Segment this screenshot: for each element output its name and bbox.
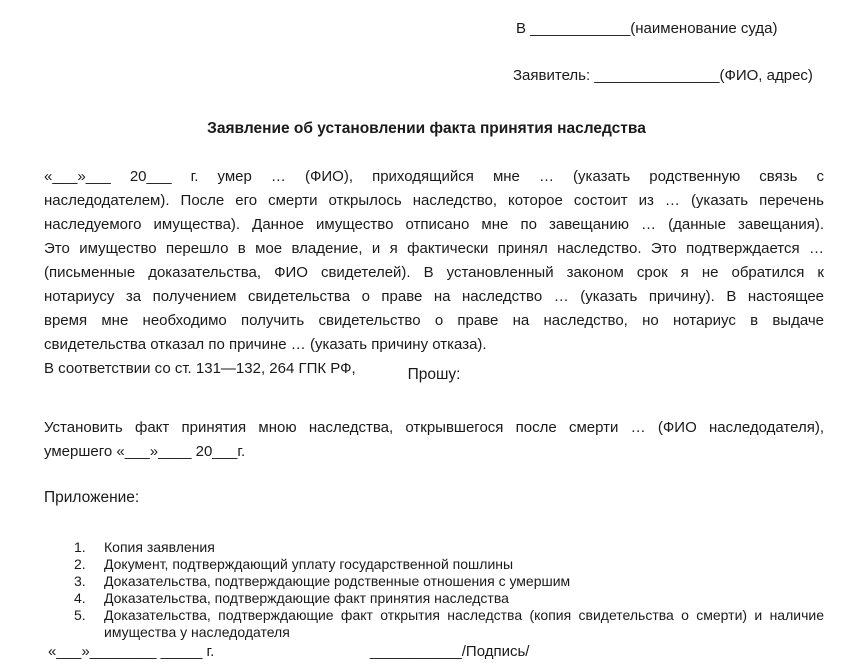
signature-line: ___________/Подпись/ [370, 643, 530, 660]
list-item-text: Доказательства, подтверждающие родственные отношения с умершим [104, 573, 571, 589]
statement-line: свидетельства отказал по причине … (указать причину отказа). [44, 336, 487, 353]
document-title: Заявление об установлении факта принятия наследства [207, 120, 646, 137]
list-item-number: 1. [74, 539, 86, 555]
statement-line: (письменные доказательства, ФИО свидетелей). В установленный законом срок я не обратился к [44, 264, 824, 281]
attachments-heading: Приложение: [44, 489, 140, 506]
statement-line: наследодателем). После его смерти открылось наследство, которое состоит из … (указать перечень [44, 192, 824, 209]
statement-line: «___»___ 20___ г. умер … (ФИО), приходящийся мне … (указать родственную связь с [44, 168, 824, 185]
list-item-text: Копия заявления [104, 539, 215, 555]
request-paragraph [44, 416, 824, 464]
list-item-text: Доказательства, подтверждающие факт принятия наследства [104, 590, 509, 606]
list-item [74, 539, 824, 556]
list-item-number: 2. [74, 556, 86, 572]
attachments-list [74, 539, 824, 641]
legal-basis-line: В соответствии со ст. 131—132, 264 ГПК РФ, [44, 360, 356, 377]
applicant-line: Заявитель: _______________(ФИО, адрес) [513, 67, 813, 84]
list-item-number: 3. [74, 573, 86, 589]
court-line: В ____________(наименование суда) [516, 20, 778, 37]
list-item-text: Документ, подтверждающий уплату государственной пошлины [104, 556, 514, 572]
list-item-text: Доказательства, подтверждающие факт открытия наследства (копия свидетельства о смерти) и наличие имущества у наследодателя [104, 607, 824, 640]
statement-paragraph [44, 165, 824, 381]
list-item-number: 5. [74, 607, 86, 623]
list-item [74, 556, 824, 573]
list-item-number: 4. [74, 590, 86, 606]
date-line: «___»________ _____ г. [48, 643, 215, 660]
list-item [74, 590, 824, 607]
request-line: умершего «___»____ 20___г. [44, 443, 246, 460]
request-line: Установить факт принятия мною наследства, открывшегося после смерти … (ФИО наследодателя), [44, 419, 824, 436]
request-heading: Прошу: [407, 366, 461, 383]
list-item [74, 573, 824, 590]
statement-line: время мне необходимо получить свидетельство о праве на наследство, но нотариус в выдаче [44, 312, 824, 329]
list-item [74, 607, 824, 641]
statement-line: наследуемого имущества). Данное имущество отписано мне по завещанию … (данные завещания). [44, 216, 824, 233]
statement-line: Это имущество перешло в мое владение, и я фактически принял наследство. Это подтверждается … [44, 240, 824, 257]
statement-line: нотариусу за получением свидетельства о праве на наследство … (указать причину). В настоящее [44, 288, 824, 305]
